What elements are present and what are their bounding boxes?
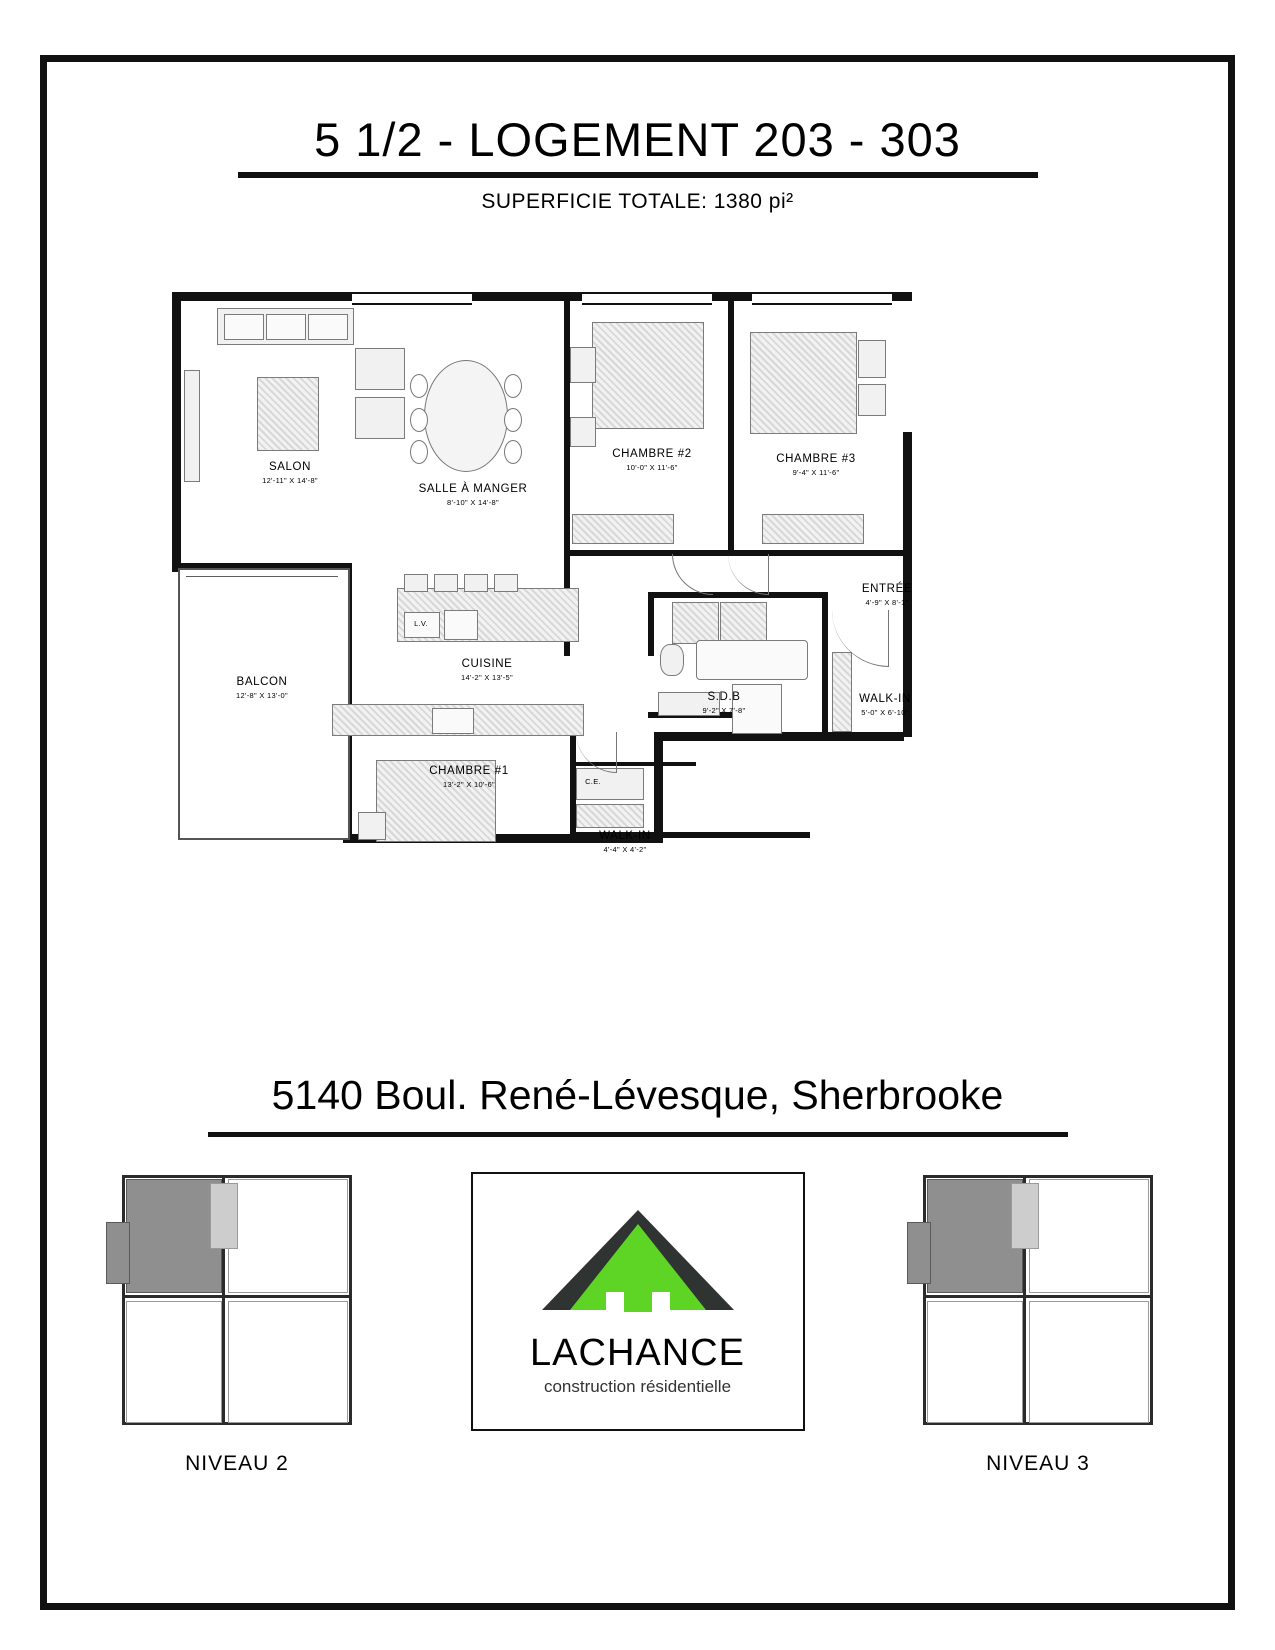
- partition-bath-left: [648, 592, 654, 656]
- sheet-border: [40, 55, 1235, 1610]
- room-label-walkin-small: WALK-IN 4'-4" X 4'-2": [599, 830, 651, 855]
- partition-bath-top: [648, 592, 828, 598]
- room-label-chambre-1: CHAMBRE #1 13'-2" X 10'-6": [429, 765, 509, 790]
- bed-2: [592, 322, 704, 429]
- nightstand-3a: [858, 340, 886, 378]
- nightstand-2a: [570, 347, 596, 383]
- room-label-entree: ENTRÉE 4'-9" X 8'-1": [861, 583, 913, 608]
- stool-3: [464, 574, 488, 592]
- dining-chair-4: [504, 374, 522, 398]
- sink: [444, 610, 478, 640]
- stool-2: [434, 574, 458, 592]
- closet-3: [762, 514, 864, 544]
- keyplan-niveau-2: [102, 1167, 372, 1437]
- stool-4: [494, 574, 518, 592]
- keyplan-caption-niveau-3: NIVEAU 3: [986, 1452, 1090, 1475]
- closet-2: [572, 514, 674, 544]
- tv-unit: [184, 370, 200, 482]
- address-divider: [208, 1132, 1068, 1137]
- appliance-label-water-heater: C.E.: [585, 777, 601, 786]
- dining-chair-6: [504, 440, 522, 464]
- room-label-sdb: S.D.B 9'-2" X 7'-8": [702, 691, 746, 716]
- stool-1: [404, 574, 428, 592]
- page-title: 5 1/2 - LOGEMENT 203 - 303: [314, 113, 961, 166]
- dining-chair-1: [410, 374, 428, 398]
- address-text: 5140 Boul. René-Lévesque, Sherbrooke: [271, 1072, 1004, 1118]
- dining-chair-3: [410, 440, 428, 464]
- window-living: [352, 292, 472, 305]
- nightstand-1: [358, 812, 386, 840]
- bed-3: [750, 332, 857, 434]
- armchair-1: [355, 348, 405, 390]
- keyplan-niveau-3: [903, 1167, 1173, 1437]
- wall-bottom-mid-v: [654, 732, 663, 843]
- room-label-walkin-master: WALK-IN 5'-0" X 6'-10": [859, 693, 911, 718]
- dining-chair-5: [504, 408, 522, 432]
- sofa-cushion-3: [308, 314, 348, 340]
- bathtub: [696, 640, 808, 680]
- window-bedroom2: [582, 292, 712, 305]
- coffee-table: [257, 377, 319, 451]
- door-bath: [672, 554, 713, 595]
- dining-chair-2: [410, 408, 428, 432]
- room-label-chambre-2: CHAMBRE #2 10'-0" X 11'-6": [612, 448, 692, 473]
- wall-left-upper: [172, 292, 181, 572]
- balcony-edge: [186, 576, 338, 577]
- partition-bed2-bed3: [728, 301, 734, 556]
- lachance-tree-icon: [538, 1206, 738, 1316]
- room-label-cuisine: CUISINE 14'-2" X 13'-5": [461, 658, 513, 683]
- floor-plan-drawing: [172, 292, 992, 992]
- keyplan-caption-niveau-2: NIVEAU 2: [185, 1452, 289, 1475]
- door-hall: [728, 554, 769, 595]
- sofa-cushion-2: [266, 314, 306, 340]
- armchair-2: [355, 397, 405, 439]
- walkin-small-shelf: [576, 804, 644, 828]
- entry-closet-left: [672, 602, 719, 644]
- dining-table: [424, 360, 508, 472]
- cooktop: [432, 708, 474, 734]
- entry-closet-right: [720, 602, 767, 644]
- door-bedroom1: [576, 732, 617, 773]
- room-label-balcon: BALCON 12'-8" X 13'-0": [236, 676, 288, 701]
- window-bedroom3: [752, 292, 892, 305]
- total-area-subtitle: SUPERFICIE TOTALE: 1380 pi²: [481, 190, 794, 213]
- room-label-salon: SALON 12'-11" X 14'-8": [262, 461, 318, 486]
- toilet: [660, 644, 684, 676]
- logo-panel: [471, 1172, 805, 1431]
- logo-wordmark: LACHANCE: [530, 1332, 745, 1374]
- room-label-salle-a-manger: SALLE À MANGER 8'-10" X 14'-8": [418, 483, 528, 508]
- sofa-cushion-1: [224, 314, 264, 340]
- nightstand-3b: [858, 384, 886, 416]
- nightstand-2b: [570, 417, 596, 447]
- logo-tagline: construction résidentielle: [543, 1377, 732, 1396]
- appliance-label-dishwasher: L.V.: [414, 619, 428, 628]
- balcony: [178, 568, 350, 840]
- room-label-chambre-3: CHAMBRE #3 9'-4" X 11'-6": [776, 453, 856, 478]
- title-divider: [238, 172, 1038, 178]
